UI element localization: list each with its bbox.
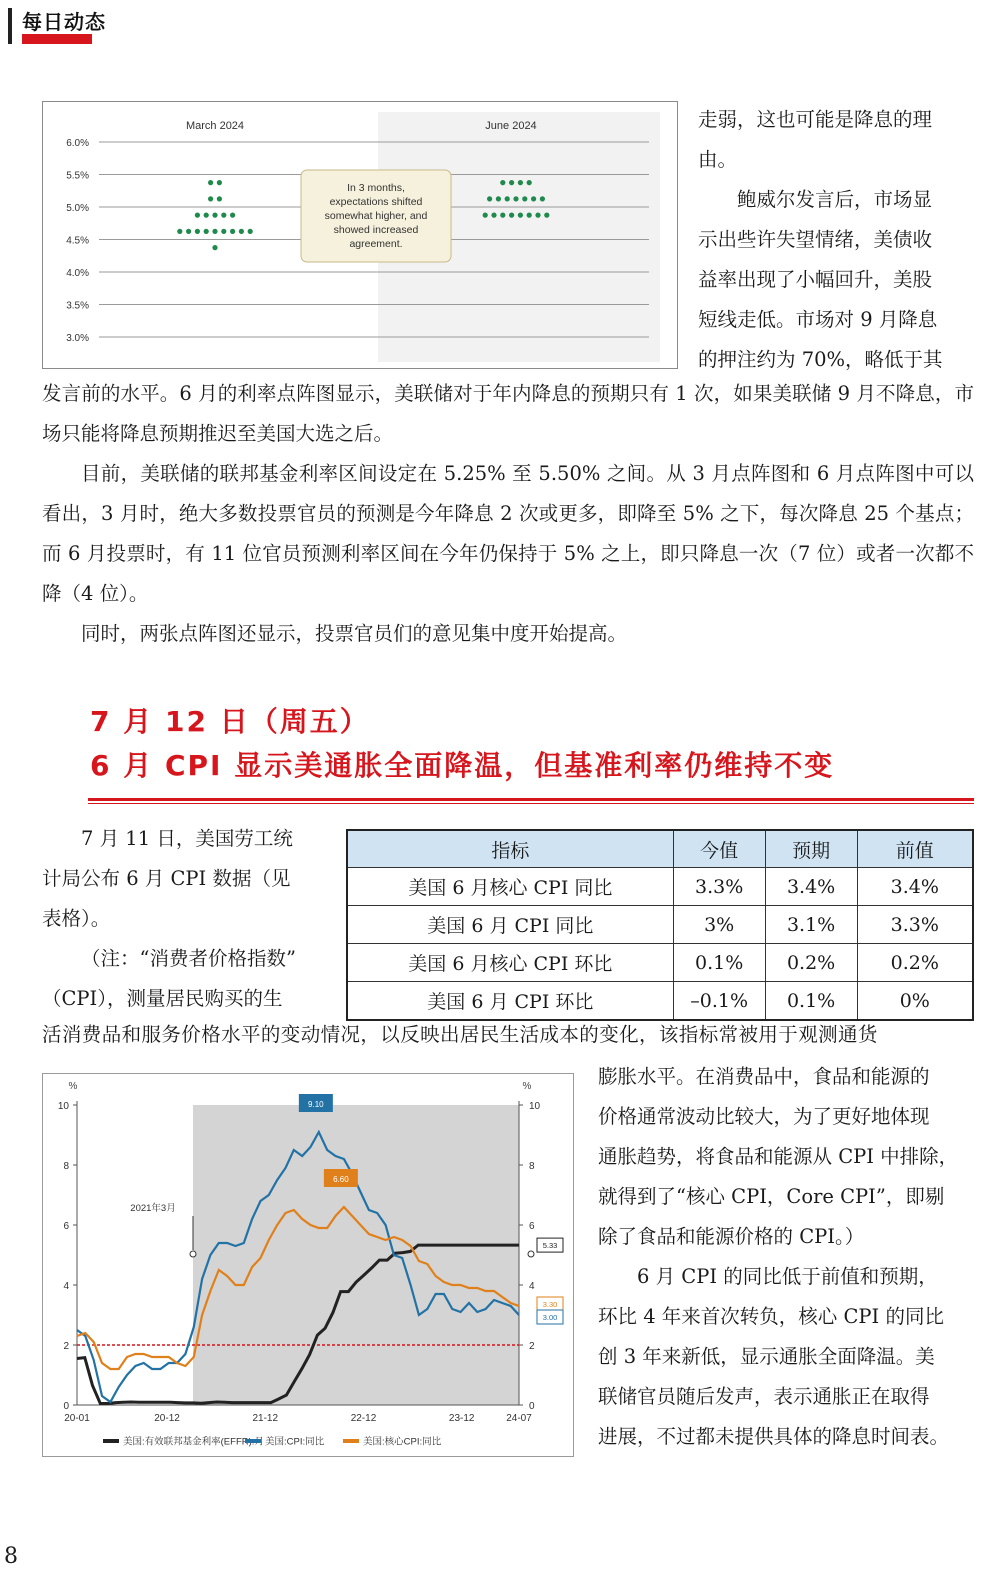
- cpi-line: 6 月 CPI 的同比低于前值和预期，: [637, 1265, 938, 1288]
- y-tick-label-right: 4: [529, 1281, 535, 1292]
- x-tick-label: 20-01: [64, 1413, 90, 1424]
- june-dot: [491, 213, 496, 218]
- cpi-line: 价格通常波动比较大，为了更好地体现: [598, 1105, 930, 1128]
- annotation-text: agreement.: [349, 238, 403, 250]
- table-cell: 0.1%: [673, 944, 765, 982]
- intro-body: [42, 374, 974, 654]
- cpi-line: （注：“消费者价格指数”: [81, 947, 296, 970]
- cpi-line: 进展，不过都未提供具体的降息时间表。: [598, 1425, 950, 1448]
- col-header-forecast: 预期: [765, 830, 857, 868]
- march-dot: [230, 229, 235, 234]
- legend-label: 美国:核心CPI:同比: [363, 1436, 442, 1448]
- table-cell: 3%: [673, 906, 765, 944]
- chart-svg: [43, 1074, 573, 1456]
- june-dot: [496, 196, 501, 201]
- x-tick-label: 23-12: [448, 1413, 475, 1424]
- june-dot: [505, 196, 510, 201]
- june-dot: [487, 196, 492, 201]
- legend-label: 美国:CPI:同比: [265, 1436, 325, 1448]
- table-header-row: [347, 830, 973, 868]
- section-rule-thin: [88, 803, 974, 804]
- june-dot: [513, 196, 518, 201]
- intro-line: 短线走低。市场对 9 月降息: [698, 308, 938, 331]
- section-date-heading: 7 月 12 日（周五）: [90, 705, 370, 738]
- table-row: [347, 906, 973, 944]
- june-dot: [518, 213, 523, 218]
- table-cell: 3.3%: [673, 868, 765, 906]
- cpi-line: 除了食品和能源价格的 CPI。）: [598, 1225, 865, 1248]
- col-header-previous: 前值: [857, 830, 973, 868]
- paragraph-1-continued: 发言前的水平。6 月的利率点阵图显示，美联储对于年内降息的预期只有 1 次，如果美联储 9 月不降息，市场只能将降息预期推迟至美国大选之后。: [42, 382, 974, 445]
- y-tick-label-right: 0: [529, 1401, 535, 1412]
- june-dot: [483, 213, 488, 218]
- june-dot: [527, 180, 532, 185]
- table-cell: 美国 6 月 CPI 环比: [347, 982, 673, 1021]
- end-label: 5.33: [542, 1241, 558, 1251]
- y-tick-label-left: 0: [63, 1401, 69, 1412]
- march-dot: [204, 213, 209, 218]
- shaded-period: [193, 1105, 519, 1405]
- y-tick-label-left: 4: [63, 1281, 69, 1292]
- march-dot: [212, 213, 217, 218]
- end-label: 3.00: [542, 1313, 558, 1322]
- march-dot: [208, 196, 213, 201]
- march-dot: [230, 213, 235, 218]
- march-dot: [239, 229, 244, 234]
- cpi-line: 就得到了“核心 CPI，Core CPI”，即剔: [598, 1185, 945, 1208]
- cpi-line: 通胀趋势，将食品和能源从 CPI 中排除，: [598, 1145, 959, 1168]
- y-unit-left: %: [68, 1081, 78, 1092]
- y-tick-label-right: 2: [529, 1341, 535, 1352]
- table-cell: –0.1%: [673, 982, 765, 1021]
- june-dot: [540, 196, 545, 201]
- table-cell: 美国 6 月 CPI 同比: [347, 906, 673, 944]
- june-title: June 2024: [485, 120, 537, 132]
- x-tick-label: 20-12: [154, 1413, 180, 1424]
- intro-line: 益率出现了小幅回升，美股: [698, 268, 933, 291]
- annotation-label: 2021年3月: [130, 1203, 176, 1214]
- june-dot: [535, 213, 540, 218]
- intro-right-column: [698, 100, 974, 380]
- cpi-line: 计局公布 6 月 CPI 数据（见: [42, 867, 291, 890]
- annotation-text: In 3 months,: [347, 182, 405, 194]
- section-rule: [88, 798, 974, 801]
- june-dot: [509, 213, 514, 218]
- y-tick-label: 3.0%: [66, 333, 89, 344]
- y-tick-label: 5.0%: [66, 203, 89, 214]
- paragraph-2: 目前，美联储的联邦基金利率区间设定在 5.25% 至 5.50% 之间。从 3 月点阵图和 6 月点阵图中可以看出，3 月时，绝大多数投票官员的预测是今年降息 2 次或更多，即降至 5% 之下，每次降息 25 个基点；而 6 月投票时，有 11 位官员预测利率区间在今年仍保持于 5% 之上，即只降息一次（7 位）或者一次都不降（4 位）。: [42, 462, 974, 605]
- cpi-line: 环比 4 年来首次转负，核心 CPI 的同比: [598, 1305, 944, 1328]
- y-tick-label-left: 6: [63, 1221, 69, 1232]
- paragraph-3: 同时，两张点阵图还显示，投票官员们的意见集中度开始提高。: [81, 622, 628, 645]
- march-dot: [195, 229, 200, 234]
- march-dot: [248, 229, 253, 234]
- y-tick-label-left: 2: [63, 1341, 69, 1352]
- cpi-line: 膨胀水平。在消费品中，食品和能源的: [598, 1065, 930, 1088]
- cpi-peak-label: 9.10: [308, 1100, 324, 1109]
- table-cell: 美国 6 月核心 CPI 环比: [347, 944, 673, 982]
- y-tick-label: 4.5%: [66, 235, 89, 247]
- cpi-intro-left: [42, 819, 326, 1019]
- cpi-right-column: [598, 1057, 974, 1457]
- dot-plot-figure: [42, 101, 678, 369]
- june-dot: [544, 213, 549, 218]
- x-tick-label: 24-07: [506, 1413, 532, 1424]
- y-tick-label-right: 10: [529, 1101, 541, 1112]
- table-cell: 美国 6 月核心 CPI 同比: [347, 868, 673, 906]
- intro-line: 由。: [698, 148, 738, 171]
- march-dot: [212, 245, 217, 250]
- header-marker: [8, 8, 12, 44]
- march-dot: [212, 229, 217, 234]
- table-cell: 0.2%: [765, 944, 857, 982]
- march-title: March 2024: [185, 120, 245, 132]
- table-cell: 0.2%: [857, 944, 973, 982]
- annotation-marker: [190, 1251, 196, 1257]
- cpi-data-table: [346, 829, 974, 1021]
- cpi-line: 创 3 年来新低，显示通胀全面降温。美: [598, 1345, 935, 1368]
- march-dot: [177, 229, 182, 234]
- y-tick-label-right: 8: [529, 1161, 535, 1172]
- table-cell: 3.1%: [765, 906, 857, 944]
- table-cell: 3.3%: [857, 906, 973, 944]
- header-red-bar: [22, 34, 92, 44]
- table-row: [347, 868, 973, 906]
- march-dot: [186, 229, 191, 234]
- march-dot: [195, 213, 200, 218]
- annotation-marker-right: [528, 1251, 534, 1257]
- march-dot: [217, 180, 222, 185]
- core-peak-label: 6.60: [333, 1175, 349, 1184]
- march-dot: [221, 213, 226, 218]
- annotation-text: somewhat higher, and: [324, 210, 428, 222]
- intro-line: 鲍威尔发言后，市场显: [737, 188, 933, 211]
- table-row: [347, 944, 973, 982]
- june-dot: [518, 180, 523, 185]
- y-tick-label: 4.0%: [66, 268, 89, 279]
- x-tick-label: 21-12: [252, 1413, 279, 1424]
- table-cell: 0%: [857, 982, 973, 1021]
- june-dot: [522, 196, 527, 201]
- dot-plot-svg: [43, 102, 677, 368]
- cpi-line: 联储官员随后发声，表示通胀正在取得: [598, 1385, 930, 1408]
- march-dot: [221, 229, 226, 234]
- cpi-line: 表格）。: [42, 907, 111, 930]
- col-header-actual: 今值: [673, 830, 765, 868]
- march-dot: [208, 180, 213, 185]
- page-number: 8: [4, 1544, 18, 1569]
- cpi-full-line: 活消费品和服务价格水平的变动情况，以反映出居民生活成本的变化，该指标常被用于观测通货: [42, 1023, 878, 1046]
- col-header-indicator: 指标: [347, 830, 673, 868]
- june-dot: [500, 180, 505, 185]
- table-cell: 0.1%: [765, 982, 857, 1021]
- cpi-line: （CPI），测量居民购买的生: [42, 987, 283, 1010]
- y-tick-label: 3.5%: [66, 300, 89, 312]
- cpi-rate-chart: [42, 1073, 574, 1457]
- cpi-line: 7 月 11 日，美国劳工统: [81, 827, 293, 850]
- intro-line: 走弱，这也可能是降息的理: [698, 108, 933, 131]
- header-title: 每日动态: [22, 10, 106, 34]
- annotation-text: showed increased: [333, 224, 419, 236]
- section-title-heading: 6 月 CPI 显示美通胀全面降温，但基准利率仍维持不变: [90, 749, 835, 782]
- june-dot: [500, 213, 505, 218]
- table-cell: 3.4%: [857, 868, 973, 906]
- table-cell: 3.4%: [765, 868, 857, 906]
- y-tick-label-left: 10: [57, 1101, 69, 1112]
- annotation-text: expectations shifted: [329, 196, 423, 208]
- june-dot: [531, 196, 536, 201]
- legend-label: 美国:有效联邦基金利率(EFFR):月: [123, 1436, 264, 1448]
- march-dot: [204, 229, 209, 234]
- y-tick-label-right: 6: [529, 1221, 535, 1232]
- y-tick-label: 5.5%: [66, 170, 89, 182]
- june-dot: [527, 213, 532, 218]
- intro-line: 示出些许失望情绪，美债收: [698, 228, 933, 251]
- intro-line: 的押注约为 70%，略低于其: [698, 348, 943, 371]
- june-dot: [509, 180, 514, 185]
- y-unit-right: %: [522, 1081, 532, 1092]
- march-dot: [217, 196, 222, 201]
- y-tick-label-left: 8: [63, 1161, 69, 1172]
- end-label: 3.30: [542, 1300, 558, 1309]
- y-tick-label: 6.0%: [66, 138, 89, 149]
- x-tick-label: 22-12: [350, 1413, 377, 1424]
